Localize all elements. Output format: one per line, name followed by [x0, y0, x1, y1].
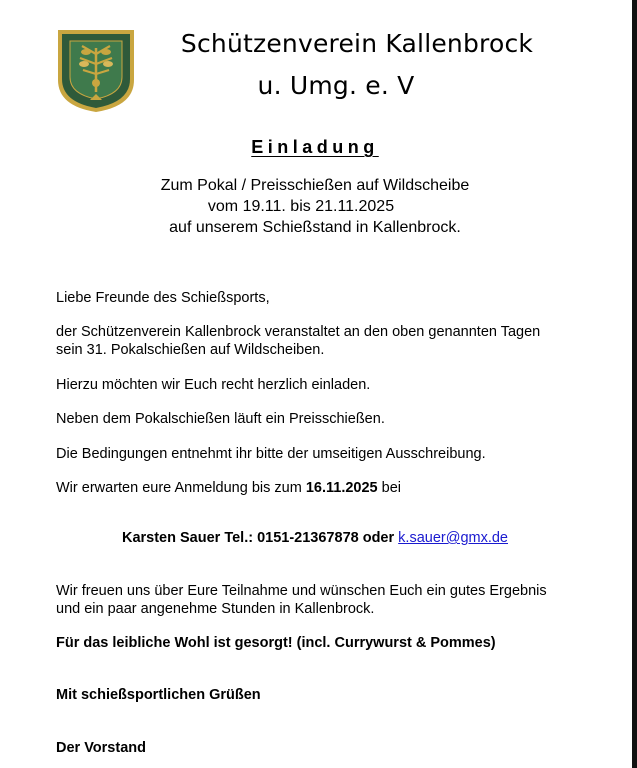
event-location: auf unserem Schießstand in Kallenbrock. — [169, 219, 461, 236]
club-name: Schützenverein Kallenbrock — [180, 29, 534, 58]
invite-paragraph: Hierzu möchten wir Euch recht herzlich einladen. — [56, 377, 371, 393]
regards: Mit schießsportlichen Grüßen — [56, 687, 261, 703]
event-title: Zum Pokal / Preisschießen auf Wildscheibe — [160, 177, 470, 194]
event-dates: vom 19.11. bis 21.11.2025 — [207, 198, 395, 215]
prize-paragraph: Neben dem Pokalschießen läuft ein Preisschießen. — [56, 411, 385, 427]
food-note: Für das leibliche Wohl ist gesorgt! (incl. Currywurst & Pommes) — [56, 635, 496, 651]
intro-line-2: sein 31. Pokalschießen auf Wildscheiben. — [56, 342, 325, 358]
invitation-heading: Einladung — [251, 137, 379, 157]
closing-paragraph — [56, 582, 616, 618]
contact-email-link[interactable]: k.sauer@gmx.de — [398, 530, 508, 546]
closing-line-1: Wir freuen uns über Eure Teilnahme und wünschen Euch ein gutes Ergebnis — [56, 583, 547, 599]
page-edge — [632, 0, 637, 768]
registration-suffix: bei — [377, 480, 401, 496]
club-suffix: u. Umg. e. V — [257, 71, 415, 100]
intro-paragraph — [56, 323, 616, 359]
greeting: Liebe Freunde des Schießsports, — [56, 290, 270, 306]
registration-prefix: Wir erwarten eure Anmeldung bis zum — [56, 480, 306, 496]
contact-text: Karsten Sauer Tel.: 0151-21367878 oder — [121, 530, 399, 546]
intro-line-1: der Schützenverein Kallenbrock veranstaltet an den oben genannten Tagen — [56, 324, 541, 340]
registration-deadline: 16.11.2025 — [305, 480, 378, 496]
conditions-paragraph: Die Bedingungen entnehmt ihr bitte der umseitigen Ausschreibung. — [56, 446, 486, 462]
closing-line-2: und ein paar angenehme Stunden in Kallenbrock. — [56, 601, 375, 617]
signature: Der Vorstand — [56, 740, 146, 756]
contact-line — [0, 530, 630, 546]
registration-paragraph — [56, 479, 616, 497]
